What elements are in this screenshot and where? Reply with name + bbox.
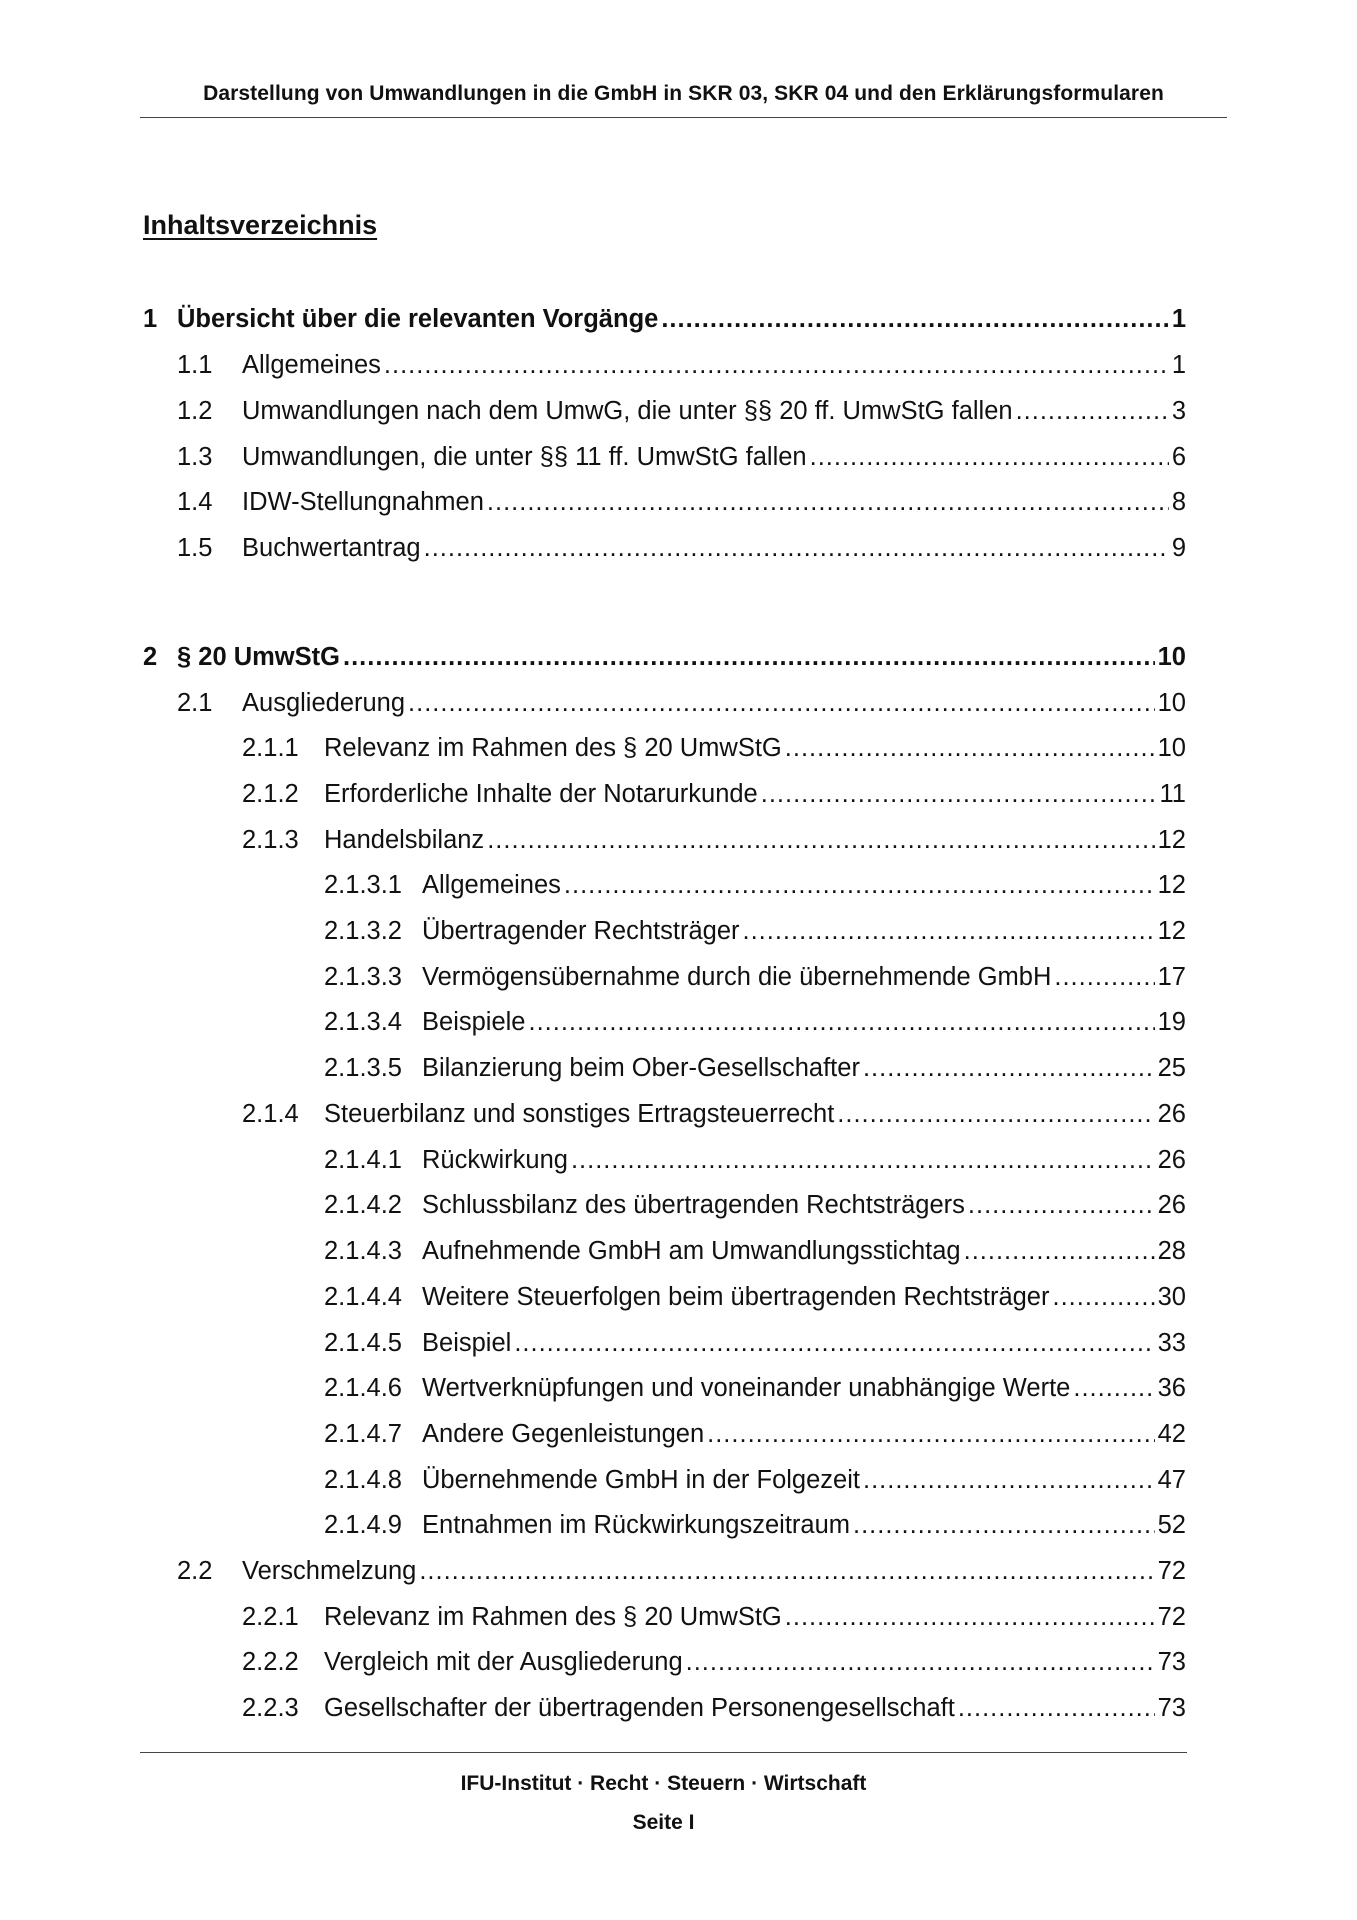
toc-dot-leader <box>743 914 1155 948</box>
toc-dot-leader <box>837 1097 1154 1131</box>
toc-dot-leader <box>514 1326 1154 1360</box>
toc-dot-leader <box>707 1417 1154 1451</box>
toc-entry-page: 10 <box>1157 734 1186 762</box>
toc-entry[interactable] <box>324 914 1186 948</box>
toc-entry-page: 10 <box>1157 689 1186 717</box>
toc-entry-page: 36 <box>1157 1374 1186 1402</box>
toc-entry-number: 1.5 <box>177 534 213 562</box>
toc-dot-leader <box>853 1508 1155 1542</box>
toc-entry-number: 2.1.4.5 <box>324 1329 402 1357</box>
toc-entry[interactable] <box>242 777 1186 811</box>
toc-entry-title: Verschmelzung <box>242 1557 417 1585</box>
toc-entry-page: 30 <box>1157 1283 1186 1311</box>
toc-dot-leader <box>661 302 1168 336</box>
toc-entry-title: Wertverknüpfungen und voneinander unabhängige Werte <box>422 1374 1071 1402</box>
toc-entry-number: 2.1.3.4 <box>324 1008 402 1036</box>
toc-entry-number: 2 <box>143 643 158 671</box>
toc-entry-number: 2.1.4.7 <box>324 1420 402 1448</box>
toc-dot-leader <box>343 640 1155 674</box>
toc-dot-leader <box>1016 394 1169 428</box>
toc-entry[interactable] <box>242 731 1186 765</box>
toc-entry-title: Andere Gegenleistungen <box>422 1420 705 1448</box>
toc-entry-page: 26 <box>1157 1146 1186 1174</box>
toc-entry-number: 2.2 <box>177 1557 213 1585</box>
toc-entry-title: Übernehmende GmbH in der Folgezeit <box>422 1466 860 1494</box>
footer-page-label: Seite I <box>632 1811 695 1834</box>
toc-entry-page: 11 <box>1159 780 1186 808</box>
toc-entry-number: 2.1.4.2 <box>324 1191 402 1219</box>
toc-entry-title: Übersicht über die relevanten Vorgänge <box>177 305 659 333</box>
toc-entry[interactable] <box>324 1188 1186 1222</box>
toc-entry[interactable] <box>143 302 1186 336</box>
toc-entry-number: 1.1 <box>177 351 213 379</box>
toc-entry-title: Handelsbilanz <box>324 826 485 854</box>
toc-entry-title: § 20 UmwStG <box>177 643 340 671</box>
toc-entry-page: 73 <box>1157 1694 1186 1722</box>
toc-dot-leader <box>968 1188 1155 1222</box>
toc-entry-title: Weitere Steuerfolgen beim übertragenden Rechtsträger <box>422 1283 1050 1311</box>
toc-entry[interactable] <box>324 1371 1186 1405</box>
toc-entry-page: 42 <box>1157 1420 1186 1448</box>
toc-entry-title: Umwandlungen, die unter §§ 11 ff. UmwStG fallen <box>242 443 807 471</box>
toc-dot-leader <box>487 823 1154 857</box>
toc-dot-leader <box>424 531 1169 565</box>
toc-entry-number: 2.1.4.8 <box>324 1466 402 1494</box>
toc-entry-page: 1 <box>1171 351 1186 379</box>
toc-entry[interactable] <box>177 485 1186 519</box>
toc-entry-number: 1.4 <box>177 488 213 516</box>
toc-entry-title: IDW-Stellungnahmen <box>242 488 484 516</box>
toc-entry[interactable] <box>324 1508 1186 1542</box>
toc-entry-number: 2.2.3 <box>242 1694 299 1722</box>
toc-entry-page: 52 <box>1157 1511 1186 1539</box>
toc-entry[interactable] <box>177 394 1186 428</box>
toc-entry-title: Bilanzierung beim Ober-Gesellschafter <box>422 1054 860 1082</box>
toc-entry-number: 2.1.3.2 <box>324 917 402 945</box>
toc-entry-page: 19 <box>1157 1008 1186 1036</box>
toc-entry[interactable] <box>324 1280 1186 1314</box>
toc-entry-page: 72 <box>1157 1557 1186 1585</box>
toc-dot-leader <box>528 1005 1154 1039</box>
toc-dot-leader <box>384 348 1169 382</box>
toc-entry-number: 2.2.2 <box>242 1648 299 1676</box>
toc-entry-number: 2.1.4.4 <box>324 1283 402 1311</box>
toc-entry[interactable] <box>324 1143 1186 1177</box>
toc-entry[interactable] <box>324 1234 1186 1268</box>
toc-entry-number: 1.3 <box>177 443 213 471</box>
toc-entry-title: Allgemeines <box>242 351 381 379</box>
header-title: Darstellung von Umwandlungen in die GmbH in SKR 03, SKR 04 und den Erklärungsformularen <box>203 82 1164 105</box>
toc-entry-title: Steuerbilanz und sonstiges Ertragsteuerrecht <box>324 1100 835 1128</box>
toc-entry[interactable] <box>143 640 1186 674</box>
toc-entry[interactable] <box>177 348 1186 382</box>
toc-entry-page: 28 <box>1157 1237 1186 1265</box>
toc-entry-number: 2.1.2 <box>242 780 299 808</box>
toc-entry-page: 72 <box>1157 1603 1186 1631</box>
toc-dot-leader <box>863 1463 1155 1497</box>
toc-entry-number: 2.1.1 <box>242 734 299 762</box>
toc-entry[interactable] <box>242 1600 1186 1634</box>
toc-entry[interactable] <box>177 531 1186 565</box>
toc-entry-title: Allgemeines <box>422 871 561 899</box>
toc-entry[interactable] <box>177 1554 1186 1588</box>
toc-dot-leader <box>487 485 1169 519</box>
toc-entry-number: 2.1.3.5 <box>324 1054 402 1082</box>
toc-entry-number: 2.1.3.3 <box>324 963 402 991</box>
toc-entry[interactable] <box>242 823 1186 857</box>
toc-dot-leader <box>564 868 1155 902</box>
toc-entry-page: 25 <box>1157 1054 1186 1082</box>
toc-entry-number: 2.1.3.1 <box>324 871 402 899</box>
toc-entry[interactable] <box>242 1691 1186 1725</box>
toc-entry-title: Relevanz im Rahmen des § 20 UmwStG <box>324 1603 782 1631</box>
toc-entry-page: 1 <box>1171 305 1186 333</box>
toc-entry-title: Relevanz im Rahmen des § 20 UmwStG <box>324 734 782 762</box>
toc-entry-page: 26 <box>1157 1191 1186 1219</box>
toc-entry-title: Schlussbilanz des übertragenden Rechtsträgers <box>422 1191 965 1219</box>
toc-entry-page: 3 <box>1171 397 1186 425</box>
toc-entry-number: 1.2 <box>177 397 213 425</box>
toc-entry-page: 73 <box>1157 1648 1186 1676</box>
toc-entry-title: Ausgliederung <box>242 689 406 717</box>
toc-dot-leader <box>785 1600 1155 1634</box>
toc-entry-number: 2.1.4 <box>242 1100 299 1128</box>
toc-entry-title: Übertragender Rechtsträger <box>422 917 740 945</box>
toc-entry[interactable] <box>177 440 1186 474</box>
toc-entry[interactable] <box>324 868 1186 902</box>
toc-entry-number: 2.1.3 <box>242 826 299 854</box>
toc-entry-page: 10 <box>1157 643 1186 671</box>
toc-entry-number: 2.1.4.1 <box>324 1146 402 1174</box>
toc-entry-number: 2.1.4.6 <box>324 1374 402 1402</box>
toc-entry[interactable] <box>177 686 1186 720</box>
toc-dot-leader <box>686 1645 1155 1679</box>
toc-entry-page: 12 <box>1157 871 1186 899</box>
toc-dot-leader <box>761 777 1157 811</box>
toc-entry[interactable] <box>324 1326 1186 1360</box>
toc-entry-page: 47 <box>1157 1466 1186 1494</box>
toc-entry[interactable] <box>324 1417 1186 1451</box>
toc-dot-leader <box>1073 1371 1154 1405</box>
toc-entry-title: Umwandlungen nach dem UmwG, die unter §§ 20 ff. UmwStG fallen <box>242 397 1013 425</box>
toc-entry-page: 33 <box>1157 1329 1186 1357</box>
toc-entry[interactable] <box>242 1097 1186 1131</box>
toc-dot-leader <box>419 1554 1154 1588</box>
toc-entry[interactable] <box>324 960 1186 994</box>
toc-dot-leader <box>863 1051 1155 1085</box>
toc-dot-leader <box>785 731 1155 765</box>
toc-entry-title: Beispiele <box>422 1008 526 1036</box>
toc-entry-page: 12 <box>1157 826 1186 854</box>
toc-entry-number: 2.2.1 <box>242 1603 299 1631</box>
toc-entry[interactable] <box>242 1645 1186 1679</box>
footer-institute: IFU-Institut · Recht · Steuern · Wirtschaft <box>460 1772 867 1795</box>
toc-entry[interactable] <box>324 1463 1186 1497</box>
toc-entry-page: 17 <box>1157 963 1186 991</box>
toc-dot-leader <box>810 440 1169 474</box>
footer-divider <box>140 1752 1187 1753</box>
toc-dot-leader <box>571 1143 1155 1177</box>
toc-entry-page: 8 <box>1171 488 1186 516</box>
toc-entry-title: Entnahmen im Rückwirkungszeitraum <box>422 1511 850 1539</box>
toc-dot-leader <box>408 686 1155 720</box>
toc-dot-leader <box>1052 1280 1154 1314</box>
toc-entry[interactable] <box>324 1051 1186 1085</box>
toc-entry-page: 6 <box>1171 443 1186 471</box>
toc-entry-title: Vermögensübernahme durch die übernehmende GmbH <box>422 963 1052 991</box>
toc-entry-title: Vergleich mit der Ausgliederung <box>324 1648 683 1676</box>
toc-entry-title: Erforderliche Inhalte der Notarurkunde <box>324 780 758 808</box>
toc-entry-title: Aufnehmende GmbH am Umwandlungsstichtag <box>422 1237 961 1265</box>
toc-entry-title: Gesellschafter der übertragenden Personengesellschaft <box>324 1694 955 1722</box>
toc-entry[interactable] <box>324 1005 1186 1039</box>
toc-dot-leader <box>964 1234 1155 1268</box>
toc-entry-number: 2.1 <box>177 689 213 717</box>
toc-entry-number: 1 <box>143 305 158 333</box>
toc-dot-leader <box>958 1691 1155 1725</box>
toc-entry-number: 2.1.4.3 <box>324 1237 402 1265</box>
toc-entry-title: Beispiel <box>422 1329 512 1357</box>
toc-heading: Inhaltsverzeichnis <box>143 210 378 240</box>
toc-entry-number: 2.1.4.9 <box>324 1511 402 1539</box>
toc-entry-page: 12 <box>1157 917 1186 945</box>
toc-dot-leader <box>1054 960 1154 994</box>
toc-entry-title: Rückwirkung <box>422 1146 568 1174</box>
toc-entry-page: 9 <box>1171 534 1186 562</box>
toc-entry-page: 26 <box>1157 1100 1186 1128</box>
toc-entry-title: Buchwertantrag <box>242 534 421 562</box>
